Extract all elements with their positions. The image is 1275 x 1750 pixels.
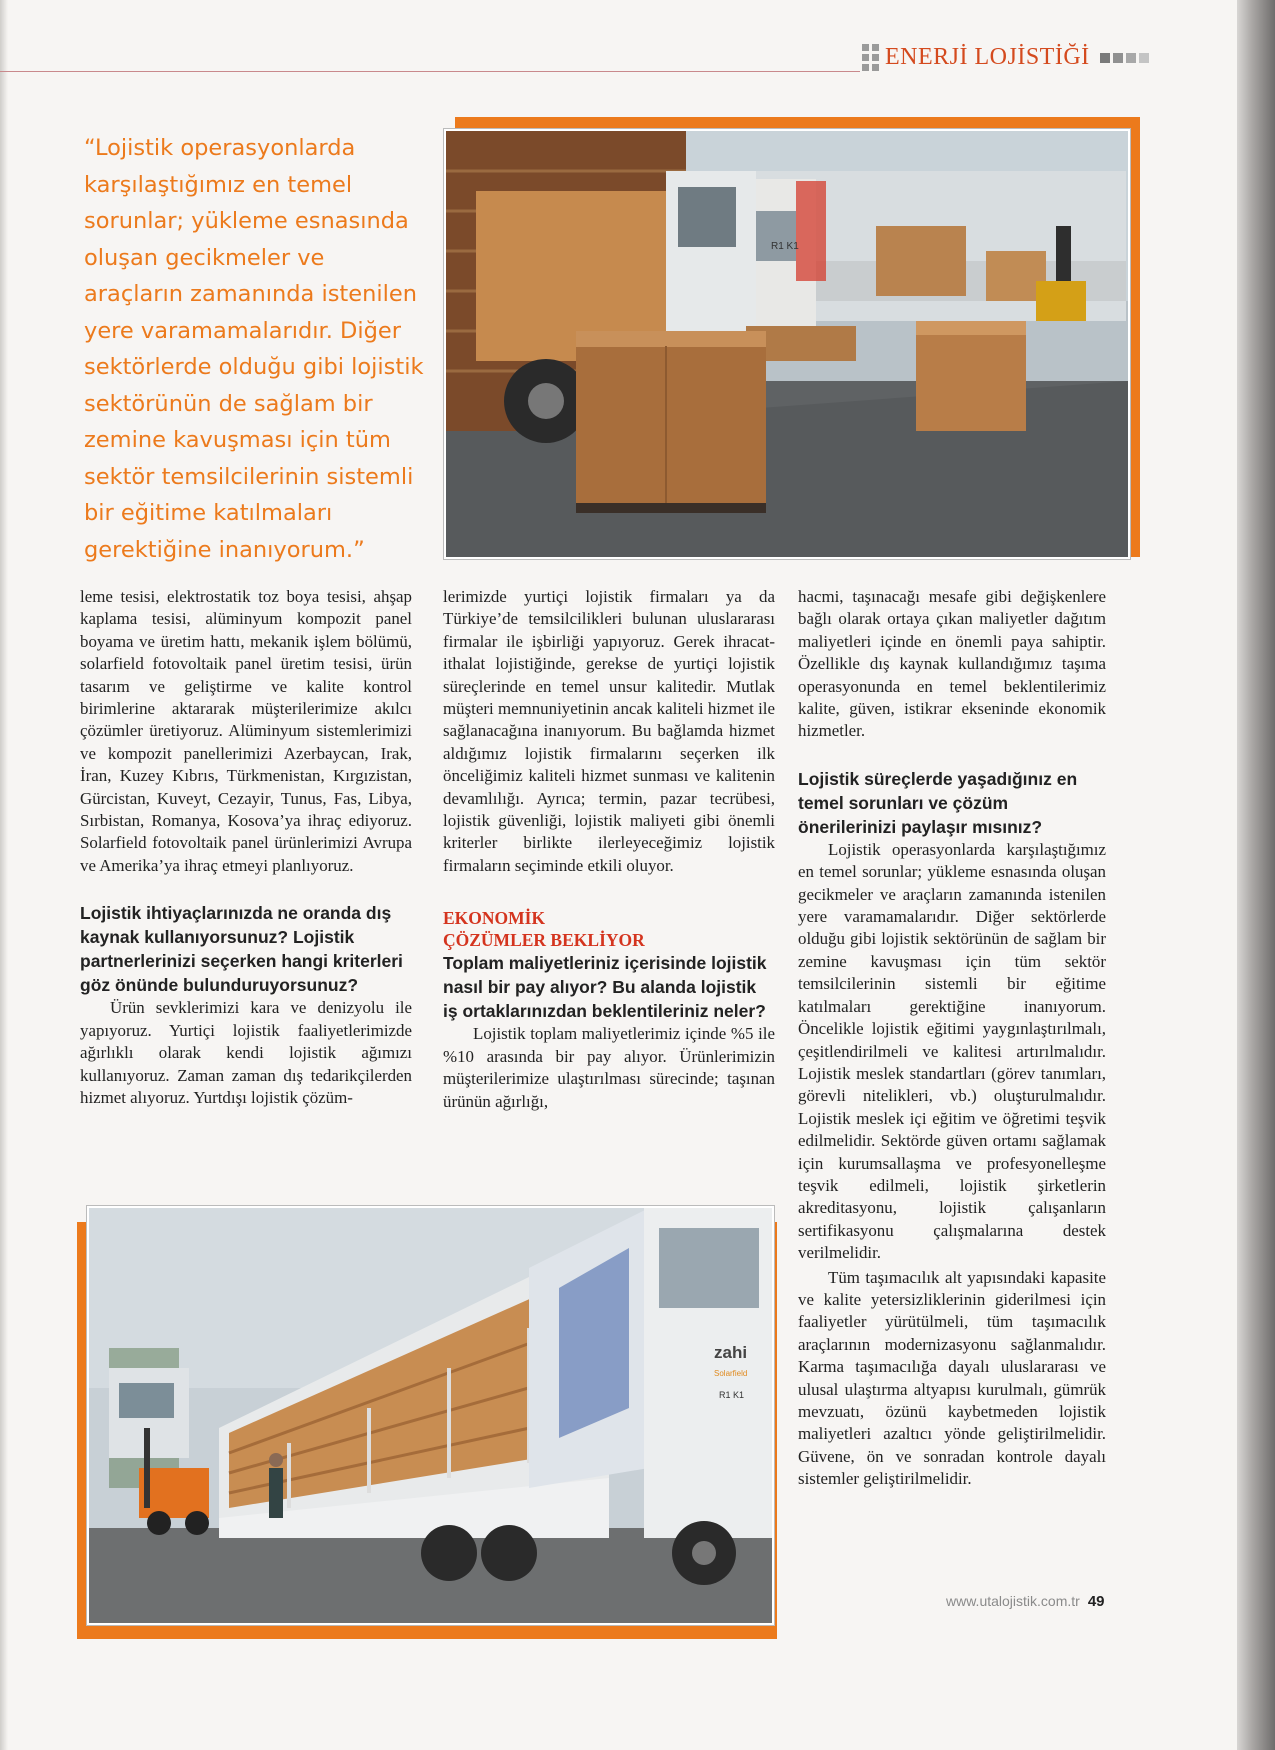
header-grid-icon — [862, 44, 879, 71]
col2-paragraph-2: Lojistik toplam maliyetlerimiz içinde %5 ile %10 arasında bir pay alıyor. Ürünlerimizin müşterilerimize ulaştırılması sürecinde; taşınan ürünün ağırlığı, — [443, 1024, 775, 1111]
section-title: ENERJİ LOJİSTİĞİ — [885, 44, 1090, 70]
col1-question: Lojistik ihtiyaçlarınızda ne oranda dış kaynak kullanıyorsunuz? Lojistik partnerlerinizi seçerken hangi kriterleri göz önünde bulunduruyorsunuz? — [80, 903, 403, 996]
col2-subhead-line-2: ÇÖZÜMLER BEKLİYOR — [443, 930, 645, 951]
top-photo-label: R1 K1 — [771, 241, 799, 252]
column-2 — [443, 586, 775, 1113]
bottom-photo — [87, 1206, 774, 1625]
col3-paragraph-2: Lojistik operasyonlarda karşılaştığımız en temel sorunlar; yükleme esnasında oluşan gecikmeler ve araçların zamanında istenilen yere varamamalarıdır. Diğer sektörlerde olduğu gibi lojistik sektörünün de sağlam bir zemine kavuşması için tüm sektör temsilcilerinin sistemli bir eğitime katılmaları gerektiğine inanıyorum. Öncelikle lojistik eğitimi yaygınlaştırılmalı, çeşitlendirilmeli ve kalitesi artırılmalıdır. Lojistik meslek standartları (görev tanımları, görevli nitelikleri, vb.) oluşturulmalıdır. Lojistik meslek içi eğitim ve öğretimi teşvik edilmelidir. Sektörde güven ortamı sağlamak için kurumsallaşma ve profesyonelleşme teşvik edilmeli, lojistik şirketlerin akreditasyonu, lojistik çalışanların sertifikasyonu çalışmalarına destek verilmelidir. — [798, 839, 1106, 1263]
section-header — [862, 44, 1149, 71]
col1-paragraph-2: Ürün sevklerimizi kara ve denizyolu ile yapıyoruz. Yurtiçi lojistik faaliyetlerimizde ağırlıklı olarak kendi lojistik ağımızı kullanıyoruz. Zaman zaman dış tedarikçilerden hizmet alıyoruz. Yurtdışı lojistik çözüm- — [80, 998, 412, 1107]
col2-question: Toplam maliyetleriniz içerisinde lojistik nasıl bir pay alıyor? Bu alanda lojistik iş ortaklarınızdan beklentileriniz neler? — [443, 953, 767, 1022]
bottom-photo-label: R1 K1 — [719, 1390, 745, 1400]
pull-quote: “Lojistik operasyonlarda karşılaştığımız en temel sorunlar; yükleme esnasında oluşan gecikmeler ve araçların zamanında istenilen yere varamamalarıdır. Diğer sektörlerde olduğu gibi lojistik sektörünün de sağlam bir zemine kavuşması için tüm sektör temsilcilerinin sistemli bir eğitime katılmaları gerektiğine inanıyorum.” — [84, 135, 424, 563]
footer-url[interactable]: www.utalojistik.com.tr — [946, 1593, 1080, 1609]
col2-paragraph-1: lerimizde yurtiçi lojistik firmaları ya da Türkiye’de temsilcilikleri bulunan uluslararası firmalar ile işbirliği yapıyoruz. Gerek ihracat-ithalat lojistiğinde, gerekse de yurtiçi lojistik süreçlerinde en temel unsur kalitedir. Mutlak müşteri memnuniyetinin ancak kaliteli hizmet ile sağlanacağına inanıyorum. Bu bağlamda hizmet aldığımız lojistik firmalarını seçerken ilk önceliğimiz kaliteli hizmet sunması ve kalitenin devamlılığı. Ayrıca; termin, pazar tecrübesi, lojistik güvenliği, lojistik maliyeti gibi önemli kriterler birlikte ilerleyeceğimiz lojistik firmaların seçiminde etkili oluyor. — [443, 587, 775, 875]
col3-paragraph-3: Tüm taşımacılık alt yapısındaki kapasite ve kalite yetersizliklerinin giderilmesi için faaliyetler yürütülmeli, tüm taşımacılık araçlarının modernizasyonu sağlanmalıdır. Karma taşımacılığa dayalı uluslararası ve ulusal ulaştırma altyapısı kurulmalı, gümrük mevzuatı, özünü kaybetmeden lojistik maliyetleri azaltıcı yönde geliştirilmelidir. Güvene, ön ve sonradan kontrole dayalı sistemler geliştirilmelidir. — [798, 1267, 1106, 1489]
header-rule — [0, 71, 860, 72]
truck-loading-image — [446, 131, 1128, 557]
col3-question: Lojistik süreçlerde yaşadığınız en temel sorunları ve çözüm önerilerinizi paylaşır mısınız? — [798, 768, 1078, 837]
page-number: 49 — [1087, 1593, 1105, 1610]
bottom-photo-brand: zahi — [714, 1343, 748, 1362]
page-edge-shadow — [1237, 0, 1275, 1750]
truck-trailer-image — [89, 1208, 772, 1623]
bottom-photo-sub: Solarfield — [714, 1369, 748, 1378]
top-photo — [444, 129, 1130, 559]
column-3 — [798, 586, 1106, 1491]
col3-paragraph-1: hacmi, taşınacağı mesafe gibi değişkenlere bağlı olarak ortaya çıkan maliyetler dağıtım maliyetleri içinde en önemli paya sahiptir. Özellikle dış kaynak kullandığımız taşıma operasyonunda en temel beklentilerimiz kalite, güven, istikrar ekseninde ekonomik hizmetler. — [798, 587, 1106, 741]
page-footer — [946, 1593, 1105, 1610]
column-1 — [80, 586, 412, 1109]
col1-paragraph-1: leme tesisi, elektrostatik toz boya tesisi, ahşap kaplama tesisi, alüminyum kompozit panel boyama ve üretim hattı, mekanik işlem bölümü, solarfield fotovoltaik panel üretim tesisi, ürün tasarım ve geliştirme ve kalite kontrol birimlerine aktararak müşterilerimize akılcı çözümler üretiyoruz. Alüminyum sistemlerimizi ve kompozit panellerimizi Azerbaycan, Irak, İran, Kuzey Kıbrıs, Türkmenistan, Kırgızistan, Gürcistan, Kuveyt, Cezayir, Tunus, Fas, Libya, Sırbistan, Romanya, Kosova’ya ihraç ediyoruz. Solarfield fotovoltaik panel ürünlerimizi Avrupa ve Amerika’ya ihraç etmeyi planlıyoruz. — [80, 587, 412, 875]
page-gutter-shadow — [0, 0, 8, 1750]
header-dots-icon — [1100, 53, 1149, 63]
col2-subhead-line-1: EKONOMİK — [443, 908, 546, 929]
